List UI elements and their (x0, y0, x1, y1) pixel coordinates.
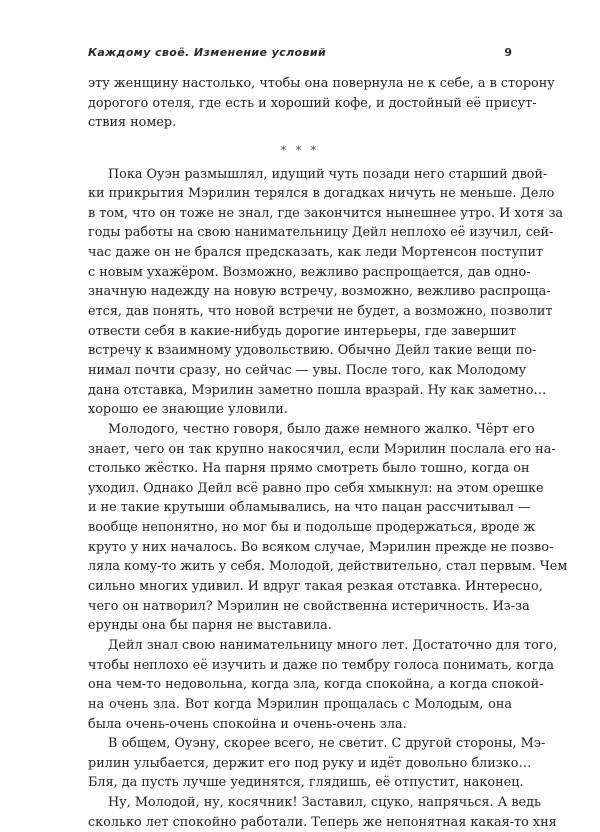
paragraph (88, 793, 557, 832)
paragraph (88, 74, 555, 133)
text-line: хорошо ее знающие уловили. (88, 402, 288, 418)
text-line: час даже он не брался предсказать, как леди Мортенсон поступит (88, 245, 544, 261)
text-line: ляла кому-то жить у себя. Молодой, действительно, стал первым. Чем (88, 559, 568, 575)
text-line: в том, что он тоже не знал, где закончится нынешнее утро. И хотя за (88, 205, 564, 221)
text-line: чего он натворил? Мэрилин не свойственна истеричность. Из-за (88, 598, 530, 614)
running-title: Каждому своё. Изменение условий (88, 46, 327, 59)
text-line: эту женщину настолько, чтобы она повернула не к себе, а в сторону (88, 76, 555, 91)
text-line: дана отставка, Мэрилин заметно пошла вразрай. Ну как заметно… (88, 382, 547, 398)
text-line: Дейл знал свою нанимательницу много лет. Достаточно для того, (108, 637, 558, 653)
text-line: знает, чего он так крупно накосячил, если Мэрилин послала его на- (88, 441, 556, 457)
text-line: Пока Оуэн размышлял, идущий чуть позади него старший двой- (108, 166, 548, 182)
paragraph (88, 165, 564, 420)
text-line: годы работы на свою нанимательницу Дейл неплохо её изучил, сей- (88, 225, 554, 241)
text-line: была очень-очень спокойна и очень-очень зла. (88, 716, 407, 732)
page-number: 9 (504, 46, 512, 59)
text-line: В общем, Оуэну, скорее всего, не светит. С другой стороны, Мэ- (108, 736, 546, 752)
paragraph (88, 420, 568, 636)
text-line: уходил. Однако Дейл всё равно про себя хмыкнул: на этом орешке (88, 480, 544, 496)
text-line: Ну, Молодой, ну, косячник! Заставил, сцуко, напрячься. А ведь (108, 795, 541, 811)
body-text (88, 74, 568, 832)
text-line: нимал почти сразу, но сейчас — увы. После того, как Молодому (88, 362, 527, 378)
text-line: Бля, да пусть лучше уединятся, глядишь, её отпустит, наконец. (88, 775, 524, 791)
text-line: вообще непонятно, но мог бы и подольше продержаться, вроде ж (88, 520, 536, 536)
text-line: сильно многих удивил. И вдруг такая резкая отставка. Интересно, (88, 579, 543, 595)
text-line: столько жёстко. На парня прямо смотреть было тошно, когда он (88, 461, 530, 477)
text-line: ствия номер. (88, 115, 177, 131)
text-line: она чем-то недовольна, когда зла, когда спокойна, а когда спокой- (88, 677, 544, 693)
text-line: отвести себя в какие-нибудь дорогие интерьеры, где завершит (88, 323, 517, 339)
text-line: значную надежду на новую встречу, возможно, вежливо распроща- (88, 284, 551, 300)
text-line: круто у них началось. Во всяком случае, Мэрилин прежде не позво- (88, 539, 554, 555)
text-line: и не такие крутыши обламывались, на что пацан рассчитывал — (88, 500, 531, 516)
paragraph (88, 734, 546, 793)
text-line: с новым ухажёром. Возможно, вежливо распрощается, дав одно- (88, 264, 531, 280)
text-line: дорогого отеля, где есть и хороший кофе, и достойный её присут- (88, 95, 537, 111)
paragraph (88, 636, 558, 734)
text-line: Молодого, честно говоря, было даже немного жалко. Чёрт его (108, 421, 535, 437)
text-line: ется, дав понять, что новой встречи не будет, а возможно, позволит (88, 304, 553, 320)
section-separator: * * * (280, 143, 320, 157)
text-line: ки прикрытия Мэрилин терялся в догадках ничуть не меньше. Дело (88, 186, 555, 202)
text-line: ерунды она бы парня не выставила. (88, 618, 332, 634)
page-header (88, 46, 512, 68)
text-line: на очень зла. Вот когда Мэрилин прощалась с Молодым, она (88, 696, 512, 712)
text-line: чтобы неплохо её изучить и даже по тембру голоса понимать, когда (88, 657, 555, 673)
text-line: встречу к взаимному удовольствию. Обычно Дейл такие вещи по- (88, 343, 537, 359)
text-line: сколько лет спокойно работали. Теперь же непонятная какая-то хня (88, 814, 557, 830)
text-line: рилин улыбается, держит его под руку и идёт довольно близко… (88, 755, 532, 771)
